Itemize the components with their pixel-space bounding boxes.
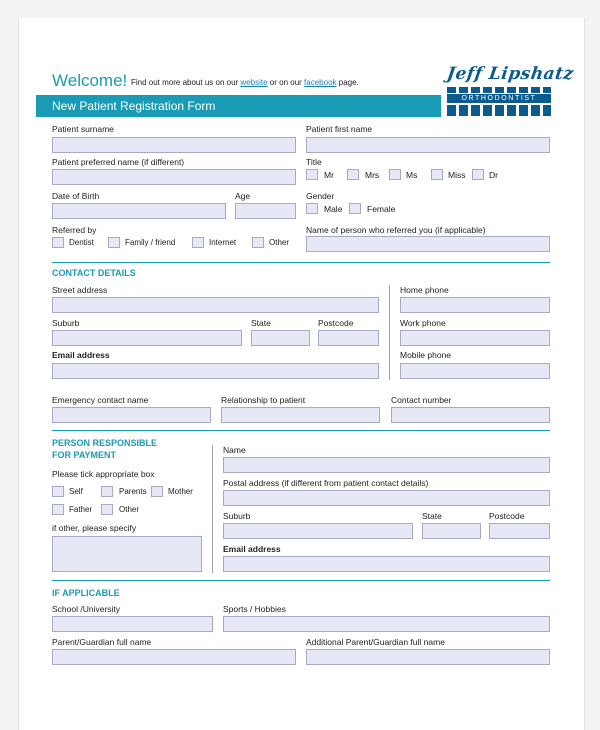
payer-mother-label: Mother [168, 487, 193, 496]
section-divider [52, 430, 550, 431]
if-applicable-heading: IF APPLICABLE [52, 588, 120, 598]
payment-heading-line2: FOR PAYMENT [52, 450, 117, 460]
payer-self-checkbox[interactable] [52, 486, 64, 497]
payer-email-label: Email address [223, 544, 281, 554]
other-specify-field[interactable] [52, 536, 202, 572]
referrer-name-label: Name of person who referred you (if applicable) [306, 225, 486, 235]
find-out-more-text [131, 78, 359, 87]
home-phone-field[interactable] [400, 297, 550, 313]
payer-parents-checkbox[interactable] [101, 486, 113, 497]
work-phone-field[interactable] [400, 330, 550, 346]
email-field[interactable] [52, 363, 379, 379]
referral-family-checkbox[interactable] [108, 237, 120, 248]
home-phone-label: Home phone [400, 285, 449, 295]
emergency-contact-label: Emergency contact name [52, 395, 149, 405]
referral-dentist-label: Dentist [69, 238, 94, 247]
mobile-phone-label: Mobile phone [400, 350, 452, 360]
title-mrs-checkbox[interactable] [347, 169, 359, 180]
title-mr-label: Mr [324, 170, 334, 180]
title-label: Title [306, 157, 322, 167]
school-field[interactable] [52, 616, 213, 632]
contact-number-field[interactable] [391, 407, 550, 423]
guardian-label: Parent/Guardian full name [52, 637, 152, 647]
referral-internet-label: Internet [209, 238, 237, 247]
find-mid: or on our [269, 78, 302, 87]
find-suffix: page. [338, 78, 359, 87]
additional-guardian-label: Additional Parent/Guardian full name [306, 637, 445, 647]
column-divider [389, 285, 390, 380]
first-name-label: Patient first name [306, 124, 373, 134]
referral-other-label: Other [269, 238, 290, 247]
payer-postcode-field[interactable] [489, 523, 550, 539]
contact-details-heading: CONTACT DETAILS [52, 268, 136, 278]
other-specify-label: if other, please specify [52, 523, 137, 533]
age-field[interactable] [235, 203, 296, 219]
welcome-heading: Welcome! [52, 71, 128, 90]
payer-state-label: State [422, 511, 442, 521]
referred-by-label: Referred by [52, 225, 97, 235]
gender-female-label: Female [367, 204, 396, 214]
suburb-field[interactable] [52, 330, 242, 346]
payment-heading-line1: PERSON RESPONSIBLE [52, 438, 158, 448]
email-label: Email address [52, 350, 110, 360]
gender-male-label: Male [324, 204, 343, 214]
relationship-field[interactable] [221, 407, 380, 423]
facebook-link[interactable]: facebook [304, 78, 337, 87]
payer-mother-checkbox[interactable] [151, 486, 163, 497]
form-title: New Patient Registration Form [52, 99, 216, 113]
payer-self-label: Self [69, 487, 83, 496]
school-label: School /University [52, 604, 121, 614]
section-divider [52, 262, 550, 263]
gender-male-checkbox[interactable] [306, 203, 318, 214]
payer-other-label: Other [119, 505, 140, 514]
referral-family-label: Family / friend [125, 238, 176, 247]
suburb-label: Suburb [52, 318, 80, 328]
postal-address-label: Postal address (if different from patient contact details) [223, 478, 429, 488]
logo-subtitle: ORTHODONTIST [447, 94, 551, 103]
payer-name-field[interactable] [223, 457, 550, 473]
state-label: State [251, 318, 271, 328]
referral-internet-checkbox[interactable] [192, 237, 204, 248]
title-dr-label: Dr [489, 170, 498, 180]
title-ms-checkbox[interactable] [389, 169, 401, 180]
form-title-banner [36, 95, 441, 117]
title-miss-label: Miss [448, 170, 466, 180]
postcode-label: Postcode [318, 318, 354, 328]
sports-label: Sports / Hobbies [223, 604, 286, 614]
street-address-field[interactable] [52, 297, 379, 313]
state-field[interactable] [251, 330, 310, 346]
first-name-field[interactable] [306, 137, 550, 153]
payer-email-field[interactable] [223, 556, 550, 572]
title-dr-checkbox[interactable] [472, 169, 484, 180]
surname-field[interactable] [52, 137, 296, 153]
payer-postcode-label: Postcode [489, 511, 525, 521]
postcode-field[interactable] [318, 330, 379, 346]
tick-box-instruction: Please tick appropriate box [52, 469, 155, 479]
payer-state-field[interactable] [422, 523, 481, 539]
website-link[interactable]: website [240, 78, 268, 87]
payer-other-checkbox[interactable] [101, 504, 113, 515]
dob-field[interactable] [52, 203, 226, 219]
payer-father-checkbox[interactable] [52, 504, 64, 515]
title-ms-label: Ms [406, 170, 418, 180]
referrer-name-field[interactable] [306, 236, 550, 252]
sports-field[interactable] [223, 616, 550, 632]
referral-dentist-checkbox[interactable] [52, 237, 64, 248]
postal-address-field[interactable] [223, 490, 550, 506]
surname-label: Patient surname [52, 124, 114, 134]
payer-suburb-label: Suburb [223, 511, 251, 521]
payer-suburb-field[interactable] [223, 523, 413, 539]
payer-parents-label: Parents [119, 487, 147, 496]
gender-label: Gender [306, 191, 335, 201]
logo-name: Jeff Lipshatz [445, 64, 576, 84]
title-miss-checkbox[interactable] [431, 169, 443, 180]
work-phone-label: Work phone [400, 318, 446, 328]
additional-guardian-field[interactable] [306, 649, 550, 665]
preferred-name-label: Patient preferred name (if different) [52, 157, 185, 167]
emergency-contact-field[interactable] [52, 407, 211, 423]
gender-female-checkbox[interactable] [349, 203, 361, 214]
column-divider [212, 445, 213, 573]
contact-number-label: Contact number [391, 395, 452, 405]
referral-other-checkbox[interactable] [252, 237, 264, 248]
preferred-name-field[interactable] [52, 169, 296, 185]
title-mrs-label: Mrs [365, 170, 380, 180]
age-label: Age [235, 191, 251, 201]
title-mr-checkbox[interactable] [306, 169, 318, 180]
section-divider [52, 580, 550, 581]
find-prefix: Find out more about us on our [131, 78, 239, 87]
guardian-field[interactable] [52, 649, 296, 665]
relationship-label: Relationship to patient [221, 395, 306, 405]
dob-label: Date of Birth [52, 191, 100, 201]
payer-father-label: Father [69, 505, 93, 514]
payer-name-label: Name [223, 445, 246, 455]
street-address-label: Street address [52, 285, 108, 295]
mobile-phone-field[interactable] [400, 363, 550, 379]
